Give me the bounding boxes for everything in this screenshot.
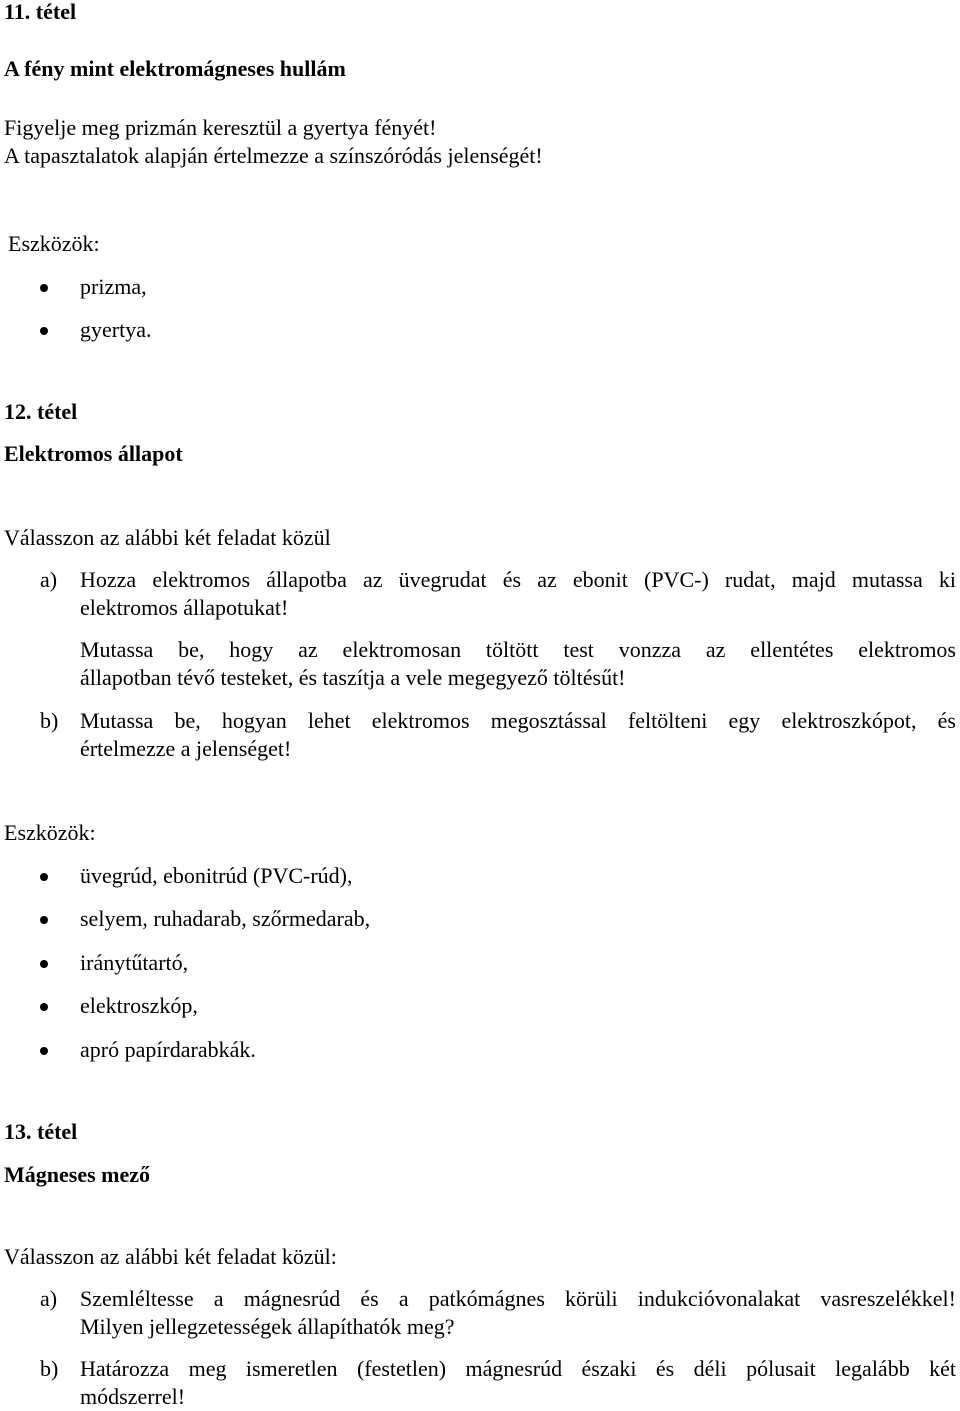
- section-12-title: Elektromos állapot: [4, 441, 183, 466]
- bullet-icon: [40, 1003, 48, 1011]
- section-11-intro-line-2: A tapasztalatok alapján értelmezze a színszóródás jelenségét!: [4, 143, 543, 168]
- task-line: Hozza elektromos állapotba az üvegrudat és az ebonit (PVC-) rudat, majd mutassa ki: [80, 567, 956, 592]
- task-letter: b): [40, 708, 59, 733]
- task-letter: a): [40, 567, 58, 592]
- task-line: állapotban tévő testeket, és taszítja a vele megegyező töltésűt!: [80, 665, 626, 690]
- section-13-choose-text: Válasszon az alábbi két feladat közül:: [4, 1244, 337, 1269]
- section-13-title: Mágneses mező: [4, 1162, 151, 1187]
- task-line: Határozza meg ismeretlen (festetlen) mágnesrúd északi és déli pólusait legalább két: [80, 1356, 956, 1381]
- bullet-icon: [40, 284, 48, 292]
- bullet-icon: [40, 916, 48, 924]
- task-letter: a): [40, 1286, 58, 1311]
- document-page: 11. tétel A fény mint elektromágneses hullám Figyelje meg prizmán keresztül a gyertya fényét! A tapasztalatok alapján értelmezze a színszóródás jelenségét! Eszközök: prizma, gyertya. 12. tétel Elektromos állapot Válasszon az alábbi két feladat közül a) Hozza elektromos állapotba az üvegrudat és az ebonit (PVC-) rudat, majd mutassa ki elektromos állapotukat! Mutassa be, hogy az elektromosan töltött test vonzza az ellentétes elektromos állapotban tévő testeket, és taszítja a vele megegyező töltésűt! b) Mutassa be, hogyan lehet elektromos megosztással feltölteni egy elektroszkópot, és értelmezze a jelenséget! Eszközök: üvegrúd, ebonitrúd (PVC-rúd), selyem, ruhadarab, szőrmedarab, iránytűtartó, elektroszkóp, apró papírdarabkák. 13. tétel Mágneses mező Válasszon az alábbi két feladat közül: a) Szemléltesse a mágnesrúd és a patkómágnes körüli indukcióvonalakat vasreszelékkel! Milyen jellegzetességek állapíthatók meg? b) Határozza meg ismeretlen (festetlen) mágnesrúd északi és déli pólusait legalább két módszerrel!: [4, 0, 956, 1409]
- section-11-intro-line-1: Figyelje meg prizmán keresztül a gyertya fényét!: [4, 115, 437, 140]
- bullet-icon: [40, 873, 48, 881]
- task-letter: b): [40, 1356, 59, 1381]
- task-line: elektromos állapotukat!: [80, 595, 289, 620]
- task-line: értelmezze a jelenséget!: [80, 736, 292, 761]
- section-11-tools-label: Eszközök:: [8, 231, 100, 256]
- section-13-number: 13. tétel: [4, 1119, 78, 1144]
- task-line: Milyen jellegzetességek állapíthatók meg?: [80, 1314, 455, 1339]
- task-line: Szemléltesse a mágnesrúd és a patkómágnes körüli indukcióvonalakat vasreszelékkel!: [80, 1286, 956, 1311]
- section-11-number: 11. tétel: [4, 0, 77, 24]
- section-11-title: A fény mint elektromágneses hullám: [4, 56, 346, 81]
- bullet-icon: [40, 1047, 48, 1055]
- task-line: módszerrel!: [80, 1384, 186, 1409]
- section-12-choose-text: Válasszon az alábbi két feladat közül: [4, 525, 331, 550]
- bullet-icon: [40, 960, 48, 968]
- bullet-icon: [40, 327, 48, 335]
- task-line: Mutassa be, hogyan lehet elektromos megosztással feltölteni egy elektroszkópot, és: [80, 708, 956, 733]
- section-12-number: 12. tétel: [4, 399, 78, 424]
- task-line: Mutassa be, hogy az elektromosan töltött test vonzza az ellentétes elektromos: [80, 637, 956, 662]
- section-12-tools-label: Eszközök:: [4, 820, 96, 845]
